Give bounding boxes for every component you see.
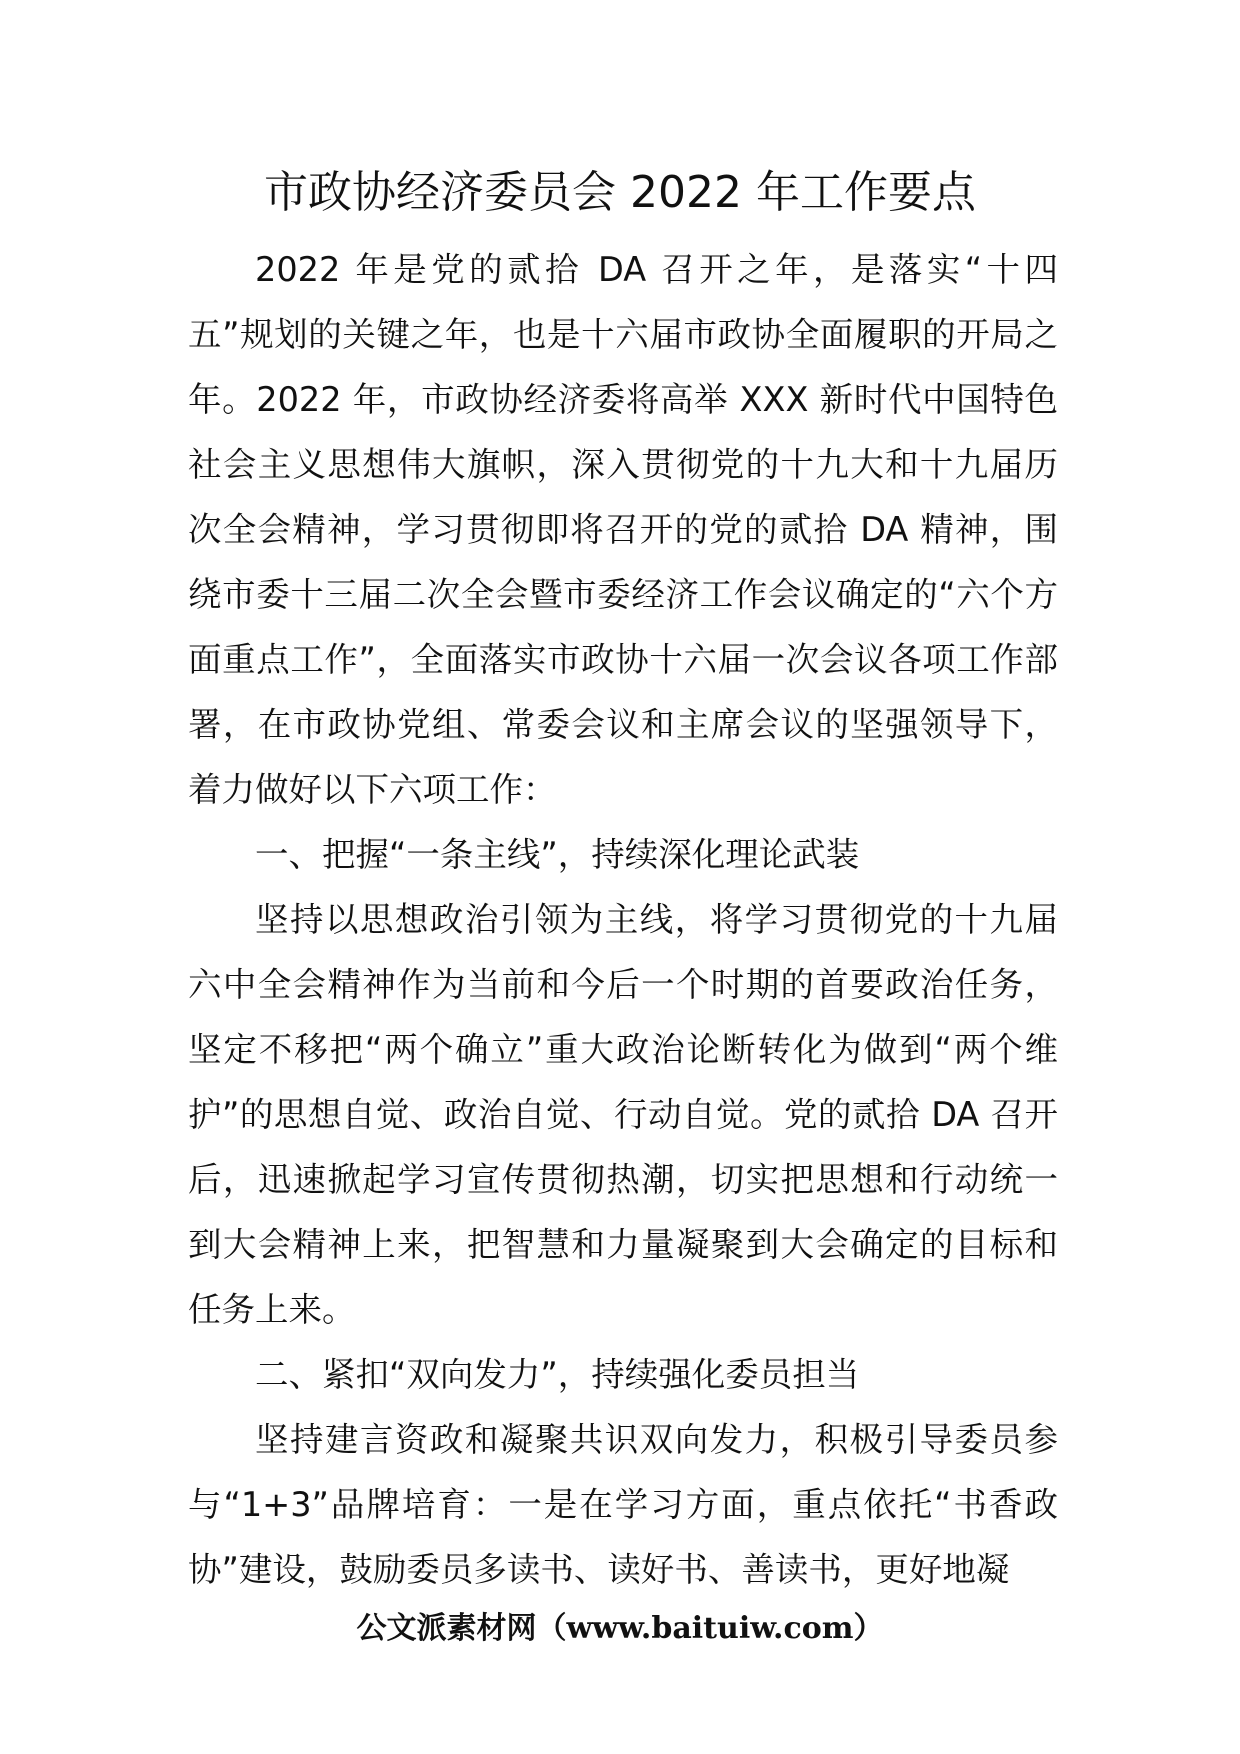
section-paragraph-1: 坚持以思想政治引领为主线，将学习贯彻党的十九届六中全会精神作为当前和今后一个时期的首要政治任务，坚定不移把“两个确立”重大政治论断转化为做到“两个维护”的思想自觉、政治自觉、行动自觉。党的贰拾 DA 召开后，迅速掀起学习宣传贯彻热潮，切实把思想和行动统一到大会精神上来，把智慧和力量凝聚到大会确定的目标和任务上来。 <box>188 900 1058 1329</box>
section-heading-2: 二、紧扣“双向发力”，持续强化委员担当 <box>255 1355 860 1394</box>
intro-paragraph: 2022 年是党的贰拾 DA 召开之年，是落实“十四五”规划的关键之年，也是十六届市政协全面履职的开局之年。2022 年，市政协经济委将高举 XXX 新时代中国特色社会主义思想伟大旗帜，深入贯彻党的十九大和十九届历次全会精神，学习贯彻即将召开的党的贰拾 DA 精神，围绕市委十三届二次全会暨市委经济工作会议确定的“六个方面重点工作”，全面落实市政协十六届一次会议各项工作部署，在市政协党组、常委会议和主席会议的坚强领导下，着力做好以下六项工作： <box>188 250 1058 809</box>
section-heading-1: 一、把握“一条主线”，持续深化理论武装 <box>255 835 860 874</box>
document-body <box>188 237 1058 1602</box>
section-paragraph-2: 坚持建言资政和凝聚共识双向发力，积极引导委员参与“1+3”品牌培育：一是在学习方面，重点依托“书香政协”建设，鼓励委员多读书、读好书、善读书，更好地凝 <box>188 1420 1058 1589</box>
footer-watermark: 公文派素材网（www.baituiw.com） <box>356 1611 884 1646</box>
document-title: 市政协经济委员会 2022 年工作要点 <box>264 167 976 218</box>
